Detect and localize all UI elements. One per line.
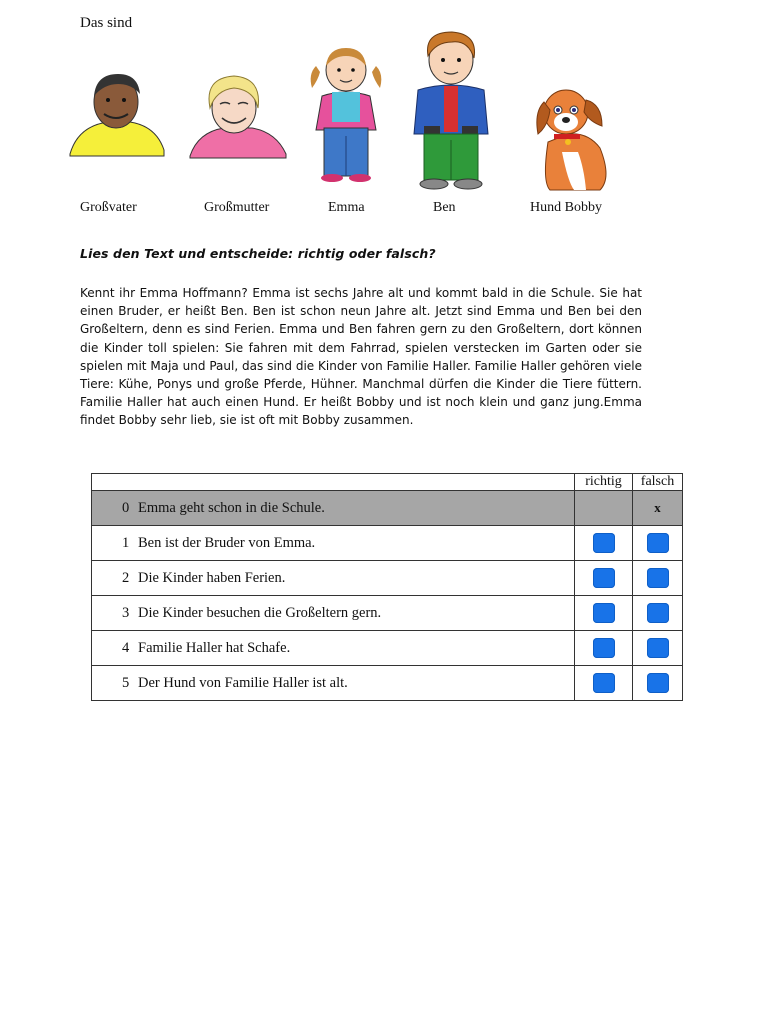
caption-ben: Ben [433, 200, 456, 215]
falsch-cell [633, 666, 683, 701]
example-mark: x [654, 499, 661, 515]
statement-cell [92, 666, 575, 701]
statement-number: 0 [122, 499, 130, 516]
statement-cell [92, 561, 575, 596]
caption-grandfather: Großvater [80, 200, 137, 215]
table-row [92, 561, 683, 596]
emma-illustration [306, 44, 386, 184]
falsch-cell [633, 561, 683, 596]
caption-dog-bobby: Hund Bobby [530, 200, 602, 215]
falsch-checkbox[interactable] [647, 603, 669, 623]
statement-text: Emma geht schon in die Schule. [138, 499, 325, 516]
example-falsch-cell [633, 491, 683, 526]
table-header-row [92, 474, 683, 491]
dog-bobby-illustration [528, 82, 618, 194]
richtig-cell [575, 561, 633, 596]
table-row [92, 631, 683, 666]
statement-text: Ben ist der Bruder von Emma. [138, 534, 316, 551]
reading-text: Kennt ihr Emma Hoffmann? Emma ist sechs Jahre alt und kommt bald in die Schule. Sie hat einen Bruder, er heißt Ben. Ben ist schon neun Jahre alt. Jetzt sind Emma und Ben bei den Großeltern, denn es sind Ferien. Emma und Ben fahren gern zu den Großeltern, dort können die Kinder toll spielen: Sie fahren mit dem Fahrrad, spielen verstecken im Garten oder sie spielen mit Maja und Paul, das sind die Kinder von Familie Haller. Familie Haller gehören viele Tiere: Kühe, Ponys und große Pferde, Hühner. Manchmal dürfen die Kinder die Tiere füttern. Familie Haller hat auch einen Hund. Er heißt Bobby und ist noch klein und ganz jung.Emma findet Bobby sehr lieb, sie ist oft mit Bobby zusammen. [80, 286, 642, 428]
richtig-cell [575, 631, 633, 666]
statement-cell [92, 596, 575, 631]
statement-text: Die Kinder besuchen die Großeltern gern. [138, 604, 382, 621]
falsch-cell [633, 526, 683, 561]
falsch-checkbox[interactable] [647, 673, 669, 693]
statement-text: Familie Haller hat Schafe. [138, 639, 291, 656]
statement-number: 2 [122, 569, 130, 586]
richtig-cell [575, 526, 633, 561]
richtig-cell [575, 596, 633, 631]
falsch-cell [633, 596, 683, 631]
caption-grandmother: Großmutter [204, 200, 270, 215]
example-statement [92, 491, 575, 526]
grandfather-illustration [68, 70, 168, 160]
true-false-table [91, 473, 683, 701]
statement-number: 4 [122, 639, 130, 656]
intro-text: Das sind [80, 15, 133, 31]
ben-illustration [406, 30, 496, 192]
caption-emma: Emma [328, 200, 365, 215]
grandmother-illustration [188, 72, 288, 162]
table-row [92, 526, 683, 561]
header-falsch: falsch [633, 474, 683, 491]
statement-text: Die Kinder haben Ferien. [138, 569, 286, 586]
richtig-cell [575, 666, 633, 701]
header-blank-cell [92, 474, 575, 491]
falsch-checkbox[interactable] [647, 568, 669, 588]
richtig-checkbox[interactable] [593, 533, 615, 553]
table-row [92, 596, 683, 631]
statement-text: Der Hund von Familie Haller ist alt. [138, 674, 348, 691]
table-row [92, 666, 683, 701]
statement-number: 1 [122, 534, 130, 551]
statement-number: 3 [122, 604, 130, 621]
statement-cell [92, 526, 575, 561]
task-instruction: Lies den Text und entscheide: richtig oder falsch? [80, 246, 436, 261]
richtig-checkbox[interactable] [593, 638, 615, 658]
example-row [92, 491, 683, 526]
richtig-checkbox[interactable] [593, 568, 615, 588]
falsch-cell [633, 631, 683, 666]
example-richtig-cell [575, 491, 633, 526]
statement-number: 5 [122, 674, 130, 691]
falsch-checkbox[interactable] [647, 638, 669, 658]
richtig-checkbox[interactable] [593, 673, 615, 693]
statement-cell [92, 631, 575, 666]
richtig-checkbox[interactable] [593, 603, 615, 623]
header-richtig: richtig [575, 474, 633, 491]
falsch-checkbox[interactable] [647, 533, 669, 553]
